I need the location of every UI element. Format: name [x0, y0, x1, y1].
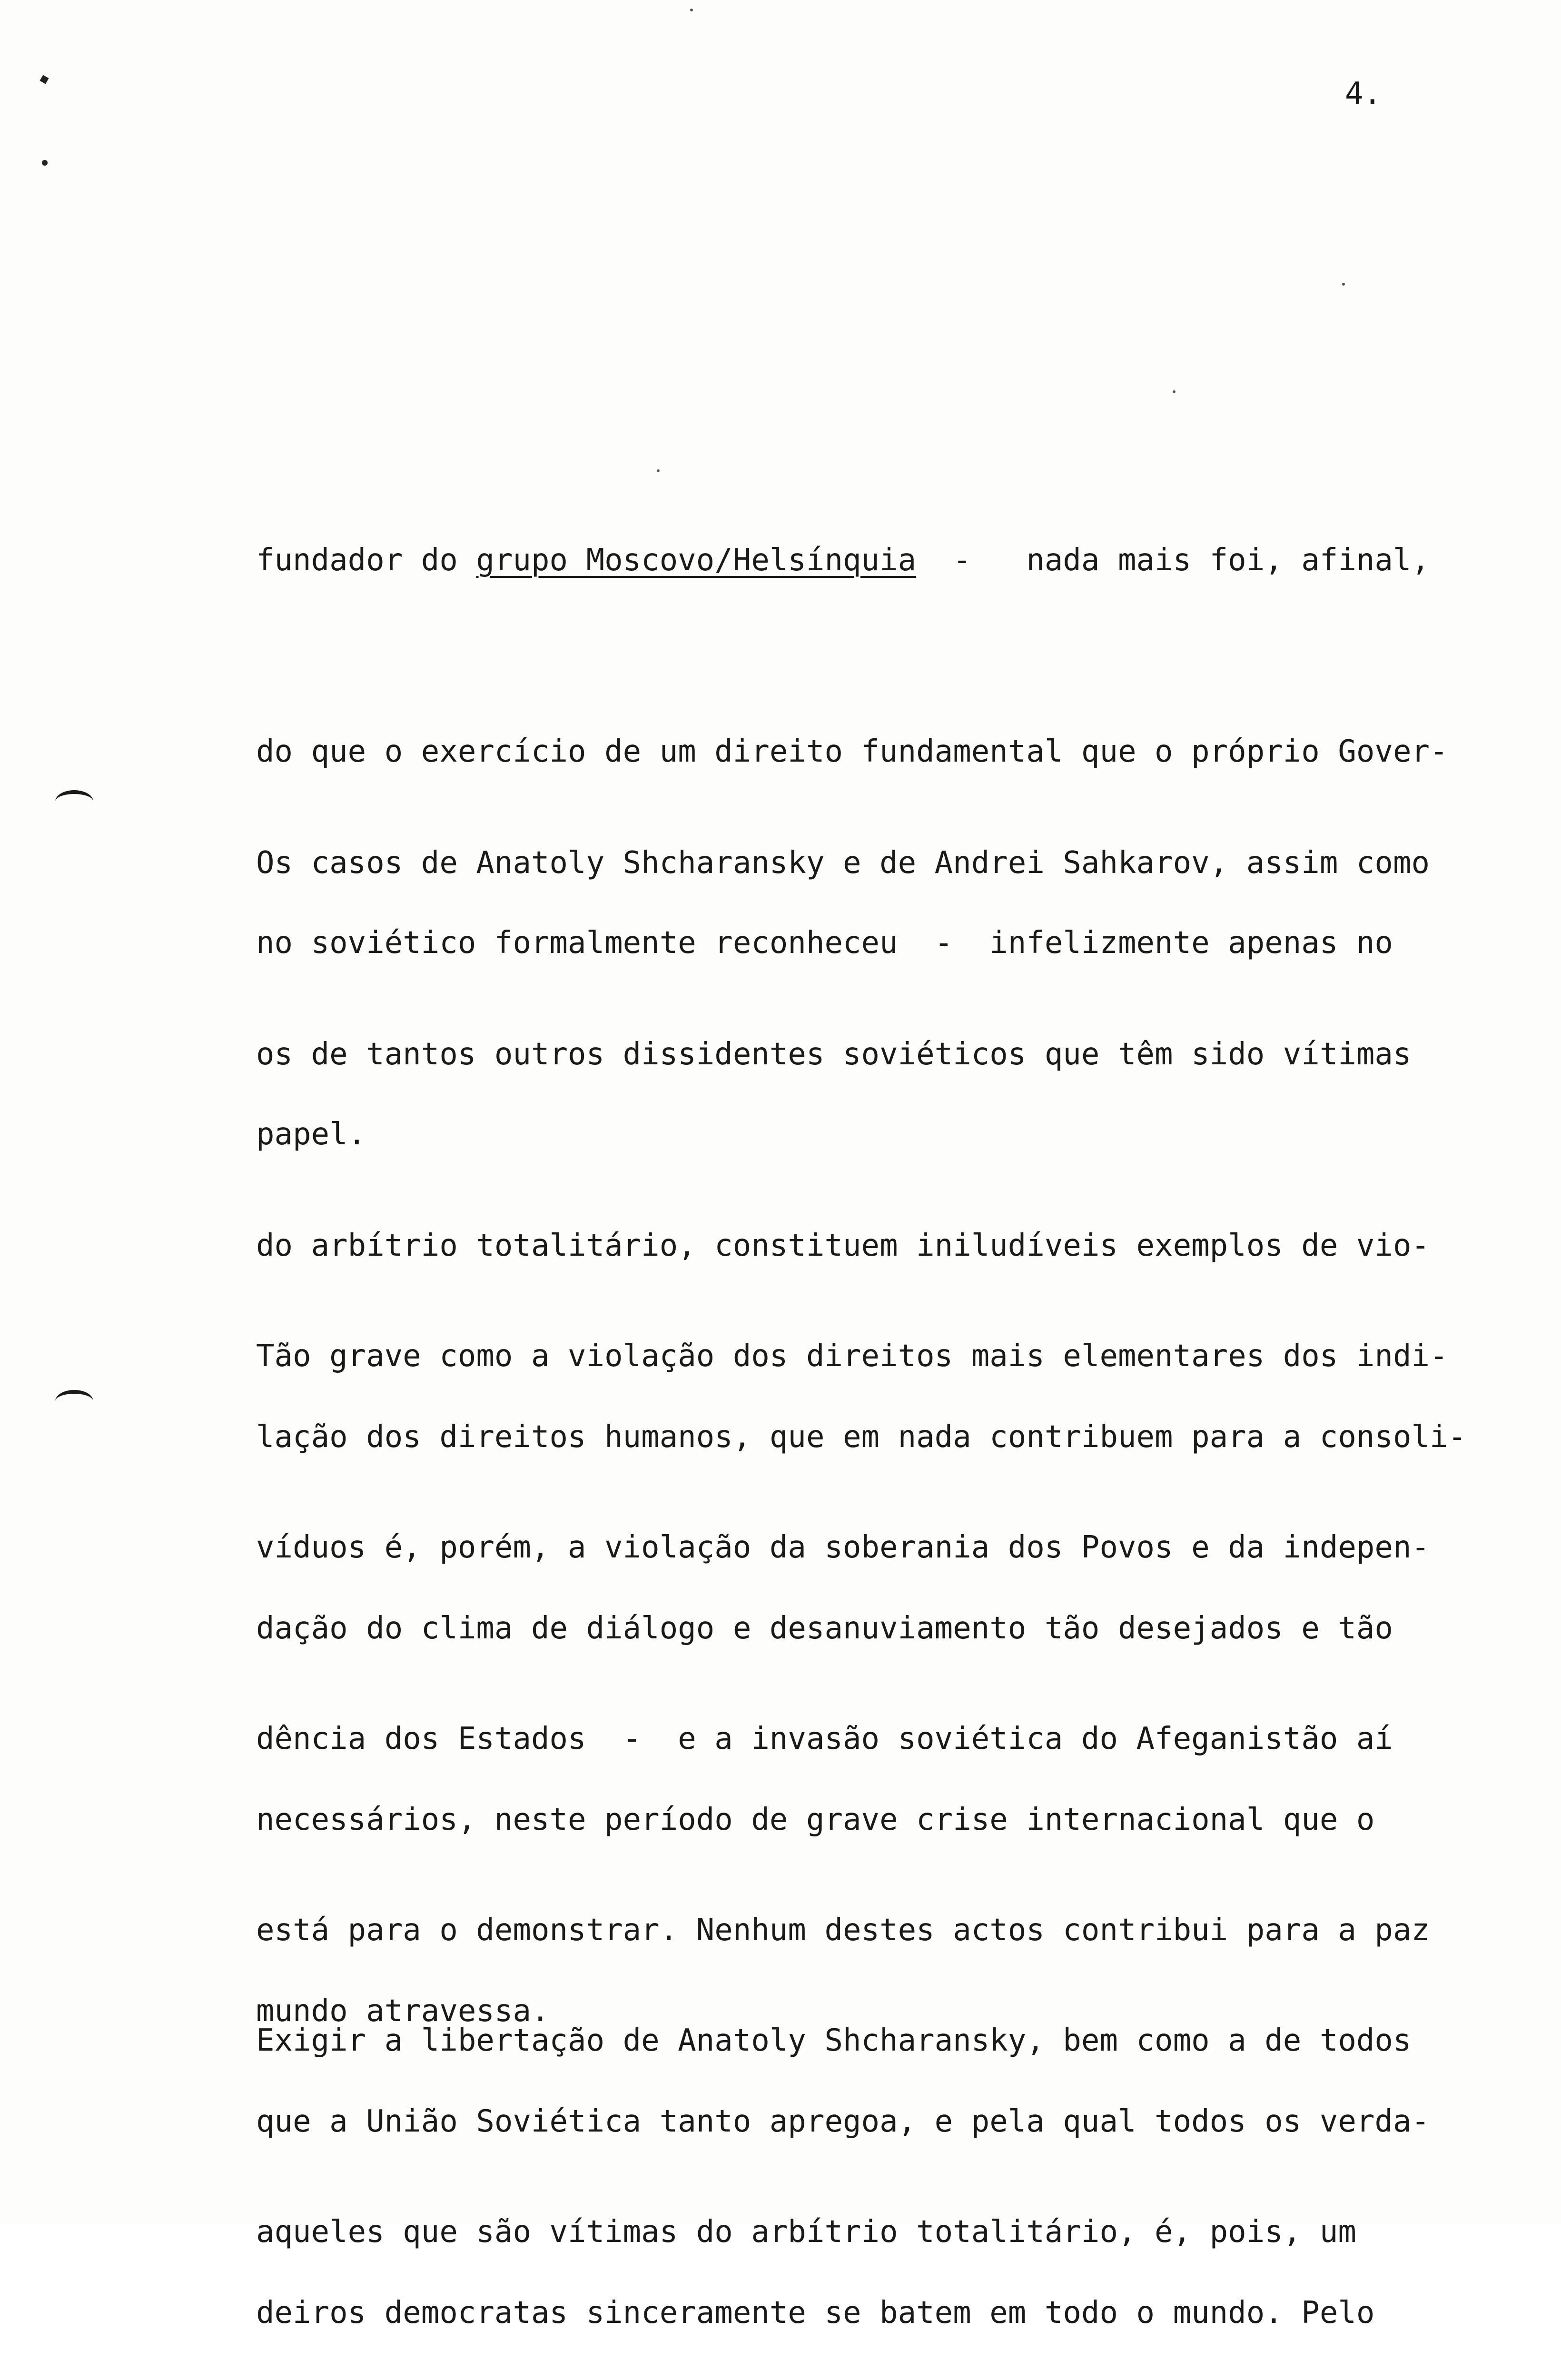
- text-line: dação do clima de diálogo e desanuviamento tão desejados e tão: [256, 1611, 1393, 1646]
- scan-speck: [1342, 283, 1345, 286]
- text-line: papel.: [256, 1117, 366, 1152]
- scan-mark-top-left: [40, 75, 49, 84]
- text-line: do que o exercício de um direito fundamental que o próprio Gover-: [256, 734, 1448, 769]
- page-number: 4.: [1345, 76, 1382, 111]
- text-line: os de tantos outros dissidentes soviéticos que têm sido vítimas: [256, 1037, 1412, 1072]
- text-line: deiros democratas sinceramente se batem em todo o mundo. Pelo: [256, 2295, 1375, 2330]
- text-line: aqueles que são vítimas do arbítrio totalitário, é, pois, um: [256, 2214, 1356, 2250]
- scan-speck: [690, 9, 693, 11]
- text-line: Exigir a libertação de Anatoly Shcharansky, bem como a de todos: [256, 2023, 1412, 2058]
- text-line: mundo atravessa.: [256, 1993, 550, 2029]
- text-line: [256, 528, 1541, 592]
- text-line: que a União Soviética tanto apregoa, e pela qual todos os verda-: [256, 2104, 1430, 2139]
- binder-hole-mark-upper: [55, 790, 93, 813]
- text-line-segment: - nada mais foi, afinal,: [916, 543, 1430, 578]
- text-line: víduos é, porém, a violação da soberania dos Povos e da indepen-: [256, 1530, 1430, 1565]
- paragraph-4: [256, 1881, 1541, 2380]
- text-line: do arbítrio totalitário, constituem iniludíveis exemplos de vio-: [256, 1228, 1430, 1263]
- text-line: Tão grave como a violação dos direitos mais elementares dos indi-: [256, 1339, 1448, 1374]
- text-line: necessários, neste período de grave crise internacional que o: [256, 1802, 1375, 1837]
- scan-mark-left: [42, 160, 48, 166]
- text-line: está para o demonstrar. Nenhum destes actos contribui para a paz: [256, 1913, 1430, 1948]
- text-line: Os casos de Anatoly Shcharansky e de Andrei Sahkarov, assim como: [256, 845, 1430, 881]
- underlined-group-name: grupo Moscovo/Helsínquia: [476, 543, 917, 578]
- text-line-segment: fundador do: [256, 543, 476, 578]
- text-line: lação dos direitos humanos, que em nada contribuem para a consoli-: [256, 1419, 1467, 1455]
- binder-hole-mark-lower: [55, 1390, 93, 1413]
- text-line: dência dos Estados - e a invasão soviética do Afeganistão aí: [256, 1721, 1393, 1756]
- scan-speck: [1173, 390, 1176, 393]
- text-line: no soviético formalmente reconheceu - infelizmente apenas no: [256, 925, 1393, 961]
